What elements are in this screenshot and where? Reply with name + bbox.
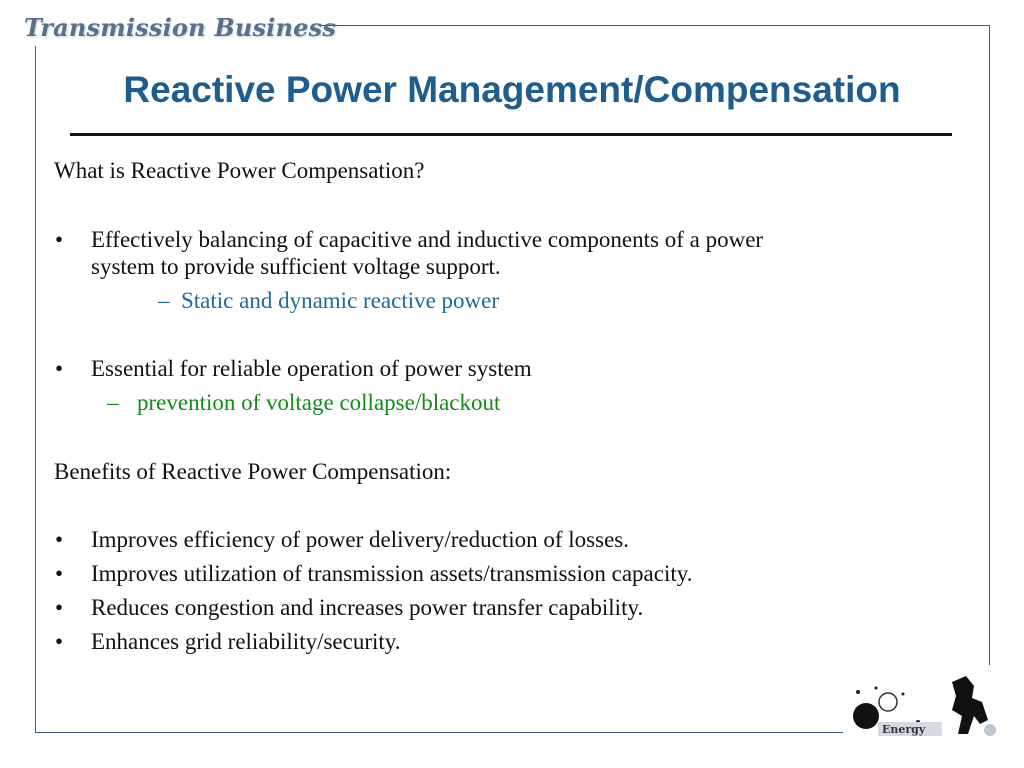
slide-title: Reactive Power Management/Compensation xyxy=(123,69,901,110)
benefits-heading: Benefits of Reactive Power Compensation: xyxy=(54,459,452,484)
frame-top-line xyxy=(318,25,990,26)
logo-text: Energy xyxy=(882,723,926,736)
bullet-marker: • xyxy=(55,227,64,252)
benefit-text: Enhances grid reliability/security. xyxy=(91,629,401,654)
frame-left-line xyxy=(35,46,36,732)
bullet-marker: • xyxy=(55,561,64,586)
bullet-marker: • xyxy=(55,629,64,654)
frame-bottom-line xyxy=(35,732,843,733)
energy-logo xyxy=(848,672,998,748)
benefit-text: Reduces congestion and increases power transfer capability. xyxy=(91,595,644,620)
bullet-marker: • xyxy=(55,356,64,381)
sub-bullet-text: prevention of voltage collapse/blackout xyxy=(137,390,501,415)
section-question: What is Reactive Power Compensation? xyxy=(54,158,425,183)
title-underline xyxy=(70,133,952,136)
bullet-marker: • xyxy=(55,595,64,620)
benefit-text: Improves efficiency of power delivery/reduction of losses. xyxy=(91,527,629,552)
logo-blob-circle xyxy=(853,703,879,729)
bullet-marker: • xyxy=(55,527,64,552)
benefit-text: Improves utilization of transmission assets/transmission capacity. xyxy=(91,561,693,586)
bullet-text-line2: system to provide sufficient voltage support. xyxy=(91,254,501,279)
bullet-text-line1: Essential for reliable operation of power system xyxy=(91,356,532,381)
sub-bullet-dash: – xyxy=(158,288,170,313)
header-label: Transmission Business xyxy=(24,13,337,42)
bullet-text-line1: Effectively balancing of capacitive and inductive components of a power xyxy=(91,227,764,252)
sub-bullet-dash: – xyxy=(107,390,119,415)
frame-right-line xyxy=(989,25,990,665)
sub-bullet-text: Static and dynamic reactive power xyxy=(181,288,500,313)
